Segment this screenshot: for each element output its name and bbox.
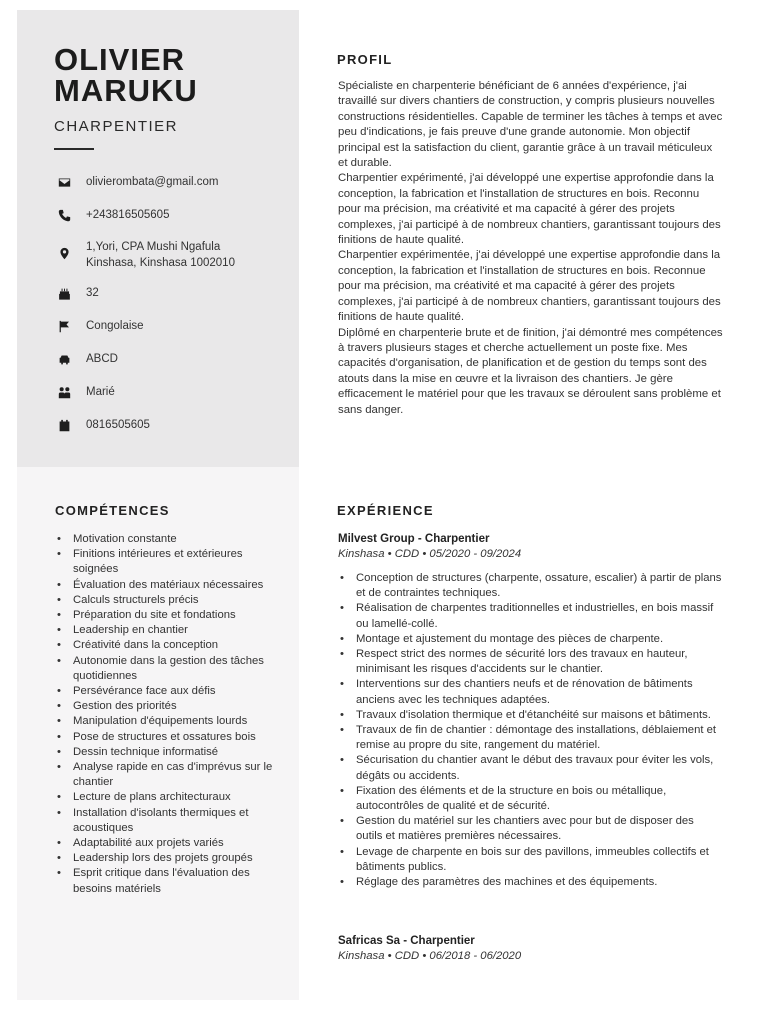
- contact-other-phone: [58, 417, 298, 433]
- contact-email-text: olivierombata@gmail.com: [86, 176, 219, 188]
- address-line-1: 1,Yori, CPA Mushi Ngafula: [86, 241, 221, 253]
- calendar-icon: [58, 417, 86, 433]
- profile-heading: PROFIL: [337, 52, 393, 67]
- list-item: • Interventions sur des chantiers neufs et de rénovation de bâtiments anciens avec les techniques adaptées.: [338, 677, 723, 707]
- list-item: • Montage et ajustement du montage des pièces de charpente.: [338, 632, 723, 647]
- profile-paragraph: Diplômé en charpenterie brute et de finition, j'ai démontré mes compétences à travers plusieurs stages et cherche actuellement un poste fixe. Mes capacités d'organisation, de planification et de gestion du temps sont des atouts dans la mise en œuvre et la livraison des chantiers. Je gère efficacement le matériel pour que les travaux se déroulent sans problème et sans danger.: [338, 326, 723, 416]
- name-first: OLIVIER: [54, 42, 186, 77]
- contact-other-phone-text: 0816505605: [86, 419, 150, 431]
- experience-heading: EXPÉRIENCE: [337, 503, 434, 518]
- skills-heading: COMPÉTENCES: [55, 503, 170, 518]
- list-item: • Gestion du matériel sur les chantiers avec pour but de disposer des outils et matières premières nécessaires.: [338, 814, 723, 844]
- list-item: • Réglage des paramètres des machines et des équipements.: [338, 875, 723, 890]
- contact-phone-text: +243816505605: [86, 209, 170, 221]
- profile-paragraph: Spécialiste en charpenterie bénéficiant de 6 années d'expérience, j'ai travaillé sur divers chantiers de construction, y compris plusieurs nouvelles constructions résidentielles. Capable de terminer les tâches à temps et avec peu d'indications, je fais preuve d'une grande autonomie. Mon objectif principal est la satisfaction du client, garantie grâce à un travail méticuleux et durable.: [338, 80, 723, 170]
- list-item: • Analyse rapide en cas d'imprévus sur le chantier: [55, 760, 287, 790]
- profile-paragraph: Charpentier expérimenté, j'ai développé une expertise approfondie dans la conception, la fabrication et l'installation de structures en bois. Reconnu pour ma précision, ma créativité et ma capacité à gérer des projets complexes, j'ai participé à de nombreux chantiers, garantissant toujours des finitions de haute qualité.: [338, 172, 721, 247]
- contact-age-text: 32: [86, 287, 99, 299]
- contact-nationality-text: Congolaise: [86, 320, 144, 332]
- contact-marital: [58, 384, 298, 400]
- job-title-line: Milvest Group - Charpentier: [338, 533, 490, 545]
- contact-license: [58, 351, 298, 367]
- people-icon: [58, 384, 86, 400]
- name-last: MARUKU: [54, 73, 198, 108]
- job-meta-line: Kinshasa • CDD • 06/2018 - 06/2020: [338, 950, 522, 962]
- list-item: • Installation d'isolants thermiques et acoustiques: [55, 806, 287, 836]
- list-item: • Leadership en chantier: [55, 623, 287, 638]
- flag-icon: [58, 318, 86, 334]
- list-item: • Lecture de plans architecturaux: [55, 790, 287, 805]
- skills-list: [55, 532, 287, 897]
- car-icon: [58, 351, 86, 367]
- contact-license-text: ABCD: [86, 353, 118, 365]
- list-item: • Préparation du site et fondations: [55, 608, 287, 623]
- list-item: • Respect strict des normes de sécurité lors des travaux en hauteur, minimisant les risques d'accidents sur le chantier.: [338, 647, 723, 677]
- profile-paragraph: Charpentier expérimentée, j'ai développé une expertise approfondie dans la conception, la fabrication et l'installation de structures en bois. Reconnue pour ma précision, ma créativité et ma capacité à gérer des projets complexes, j'ai participé à de nombreux chantiers, garantissant toujours des finitions de haute qualité.: [338, 249, 721, 324]
- duties-list: [338, 571, 723, 890]
- job-title-line: Safricas Sa - Charpentier: [338, 935, 475, 947]
- list-item: • Motivation constante: [55, 532, 287, 547]
- contact-age: [58, 285, 298, 301]
- envelope-icon: [58, 174, 86, 190]
- list-item: • Calculs structurels précis: [55, 593, 287, 608]
- job-entry-safricas: [338, 934, 723, 964]
- profile-text: [338, 79, 723, 418]
- list-item: • Levage de charpente en bois sur des pavillons, immeubles collectifs et bâtiments publics.: [338, 845, 723, 875]
- list-item: • Sécurisation du chantier avant le début des travaux pour éviter les vols, dégâts ou accidents.: [338, 753, 723, 783]
- contact-nationality: [58, 318, 298, 334]
- list-item: • Fixation des éléments et de la structure en bois ou métallique, autocontrôles de qualité et de sécurité.: [338, 784, 723, 814]
- list-item: • Leadership lors des projets groupés: [55, 851, 287, 866]
- title-divider: [54, 148, 94, 150]
- address-line-2: Kinshasa, Kinshasa 1002010: [86, 257, 235, 269]
- list-item: • Manipulation d'équipements lourds: [55, 714, 287, 729]
- list-item: • Gestion des priorités: [55, 699, 287, 714]
- contact-marital-text: Marié: [86, 386, 115, 398]
- list-item: • Conception de structures (charpente, ossature, escalier) à partir de plans et de contraintes techniques.: [338, 571, 723, 601]
- list-item: • Réalisation de charpentes traditionnelles et industrielles, en bois massif ou lamellé-collé.: [338, 601, 723, 631]
- birthday-cake-icon: [58, 285, 86, 301]
- list-item: • Créativité dans la conception: [55, 638, 287, 653]
- list-item: • Travaux de fin de chantier : démontage des installations, déblaiement et remise au propre du site, rangement du matériel.: [338, 723, 723, 753]
- contact-address: [58, 239, 298, 271]
- contact-email[interactable]: [58, 174, 298, 190]
- contact-phone[interactable]: [58, 207, 298, 223]
- list-item: • Dessin technique informatisé: [55, 745, 287, 760]
- list-item: • Adaptabilité aux projets variés: [55, 836, 287, 851]
- candidate-name: [54, 44, 198, 106]
- contact-list: [58, 170, 298, 433]
- list-item: • Persévérance face aux défis: [55, 684, 287, 699]
- list-item: • Pose de structures et ossatures bois: [55, 730, 287, 745]
- phone-icon: [58, 207, 86, 223]
- job-title: CHARPENTIER: [54, 118, 179, 135]
- job-meta-line: Kinshasa • CDD • 05/2020 - 09/2024: [338, 548, 522, 560]
- list-item: • Évaluation des matériaux nécessaires: [55, 578, 287, 593]
- list-item: • Esprit critique dans l'évaluation des besoins matériels: [55, 866, 287, 896]
- list-item: • Travaux d'isolation thermique et d'étanchéité sur maisons et bâtiments.: [338, 708, 723, 723]
- job-entry-milvest: [338, 532, 723, 890]
- list-item: • Autonomie dans la gestion des tâches quotidiennes: [55, 654, 287, 684]
- location-pin-icon: [58, 245, 86, 261]
- list-item: • Finitions intérieures et extérieures soignées: [55, 547, 287, 577]
